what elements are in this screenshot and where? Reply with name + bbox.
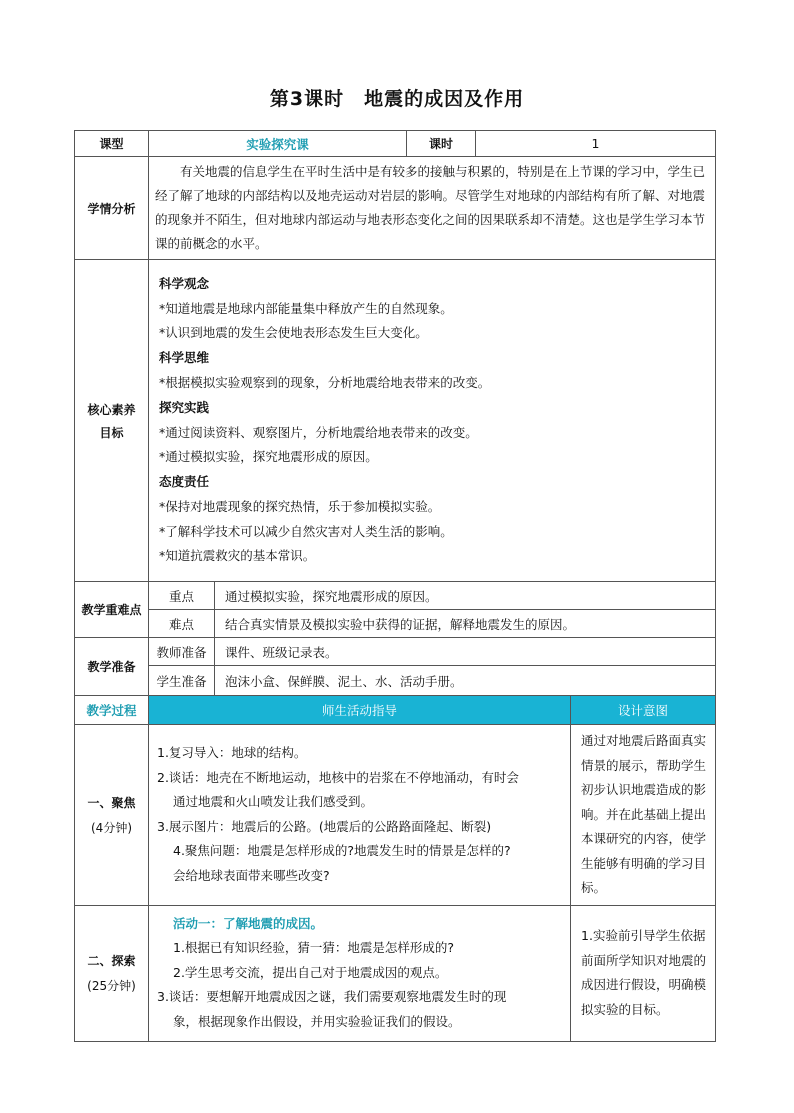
- step2-line: 象，根据现象作出假设，并用实验验证我们的假设。: [173, 1013, 461, 1029]
- step1-line: 会给地球表面带来哪些改变?: [173, 867, 330, 883]
- student-prep-label: 学生准备: [149, 666, 215, 696]
- step2-intent: 1.实验前引导学生依据前面所学知识对地震的成因进行假设，明确模拟实验的目标。: [571, 905, 716, 1041]
- activity-title: 活动一：了解地震的成因。: [173, 915, 324, 931]
- goal-item: *保持对地震现象的探究热情，乐于参加模拟实验。: [159, 498, 441, 514]
- goals-label: [75, 260, 149, 582]
- row-teacher-prep: [75, 638, 716, 666]
- course-type-value: 实验探究课: [149, 131, 407, 157]
- row-difficult-point: [75, 610, 716, 638]
- design-intent-header: 设计意图: [571, 696, 716, 725]
- goal-heading: 科学观念: [159, 275, 210, 291]
- goal-heading: 探究实践: [159, 399, 210, 415]
- class-hours-label: 课时: [407, 131, 476, 157]
- key-points-label: 教学重难点: [75, 582, 149, 638]
- step2-line: 1.根据已有知识经验，猜一猜：地震是怎样形成的?: [173, 940, 455, 956]
- step1-line: 2.谈话：地壳在不断地运动，地核中的岩浆在不停地涌动，有时会: [157, 769, 519, 785]
- step1-label-cell: [75, 725, 149, 906]
- row-process-header: [75, 696, 716, 725]
- teacher-prep-label: 教师准备: [149, 638, 215, 666]
- step1-activities: [149, 725, 571, 906]
- step1-label: 一、聚焦: [87, 795, 136, 810]
- step2-label-cell: [75, 905, 149, 1041]
- step1-line: 1.复习导入：地球的结构。: [157, 745, 307, 761]
- prep-label: 教学准备: [75, 638, 149, 696]
- goal-heading: 态度责任: [159, 474, 210, 490]
- goal-item: *知道抗震救灾的基本常识。: [159, 548, 316, 564]
- row-key-point: [75, 582, 716, 610]
- row-analysis: [75, 157, 716, 260]
- activity-guide-header: 师生活动指导: [149, 696, 571, 725]
- difficult-point-label: 难点: [149, 610, 215, 638]
- analysis-text: 有关地震的信息学生在平时生活中是有较多的接触与积累的，特别是在上节课的学习中，学生已经了解了地球的内部结构以及地壳运动对岩层的影响。尽管学生对地球的内部结构有所了解、对地震的现象并不陌生，但对地球内部运动与地表形态变化之间的因果联系却不清楚。这也是学生学习本节课的前概念的水平。: [149, 157, 716, 260]
- key-point-label: 重点: [149, 582, 215, 610]
- class-hours-value: 1: [476, 131, 716, 157]
- teacher-prep-text: 课件、班级记录表。: [215, 638, 716, 666]
- page-title: 第3课时 地震的成因及作用: [269, 88, 525, 110]
- goal-heading: 科学思维: [159, 350, 210, 366]
- difficult-point-text: 结合真实情景及模拟实验中获得的证据，解释地震发生的原因。: [215, 610, 716, 638]
- student-prep-text: 泡沫小盒、保鲜膜、泥土、水、活动手册。: [215, 666, 716, 696]
- step1-line: 3.展示图片：地震后的公路。(地震后的公路路面隆起、断裂): [157, 818, 492, 834]
- row-step-focus: [75, 725, 716, 906]
- step1-intent: 通过对地震后路面真实情景的展示，帮助学生初步认识地震造成的影响。并在此基础上提出本课研究的内容，使学生能够有明确的学习目标。: [571, 725, 716, 906]
- row-step-explore: [75, 905, 716, 1041]
- goals-content: [149, 260, 716, 582]
- step2-time: (25分钟): [87, 979, 136, 993]
- step1-time: (4分钟): [91, 820, 132, 835]
- goal-item: *通过阅读资料、观察图片，分析地震给地表带来的改变。: [159, 424, 478, 440]
- course-type-label: 课型: [75, 131, 149, 157]
- lesson-plan-table: [74, 130, 716, 1042]
- goal-item: *了解科学技术可以减少自然灾害对人类生活的影响。: [159, 523, 453, 539]
- goals-label-line2: 目标: [99, 425, 124, 440]
- goal-item: *知道地震是地球内部能量集中释放产生的自然现象。: [159, 300, 453, 316]
- analysis-label: 学情分析: [75, 157, 149, 260]
- step1-line: 4.聚焦问题：地震是怎样形成的?地震发生时的情景是怎样的?: [173, 843, 511, 859]
- step1-line: 通过地震和火山喷发让我们感受到。: [173, 794, 374, 810]
- row-goals: [75, 260, 716, 582]
- row-student-prep: [75, 666, 716, 696]
- process-label: 教学过程: [75, 696, 149, 725]
- step2-activities: [149, 905, 571, 1041]
- goal-item: *认识到地震的发生会使地表形态发生巨大变化。: [159, 325, 428, 341]
- goal-item: *根据模拟实验观察到的现象，分析地震给地表带来的改变。: [159, 374, 491, 390]
- row-course-type: [75, 131, 716, 157]
- key-point-text: 通过模拟实验，探究地震形成的原因。: [215, 582, 716, 610]
- goal-item: *通过模拟实验，探究地震形成的原因。: [159, 449, 378, 465]
- step2-label: 二、探索: [87, 954, 136, 968]
- step2-line: 2.学生思考交流，提出自己对于地震成因的观点。: [173, 964, 448, 980]
- step2-line: 3.谈话：要想解开地震成因之谜，我们需要观察地震发生时的现: [157, 989, 507, 1005]
- goals-label-line1: 核心素养: [87, 402, 136, 417]
